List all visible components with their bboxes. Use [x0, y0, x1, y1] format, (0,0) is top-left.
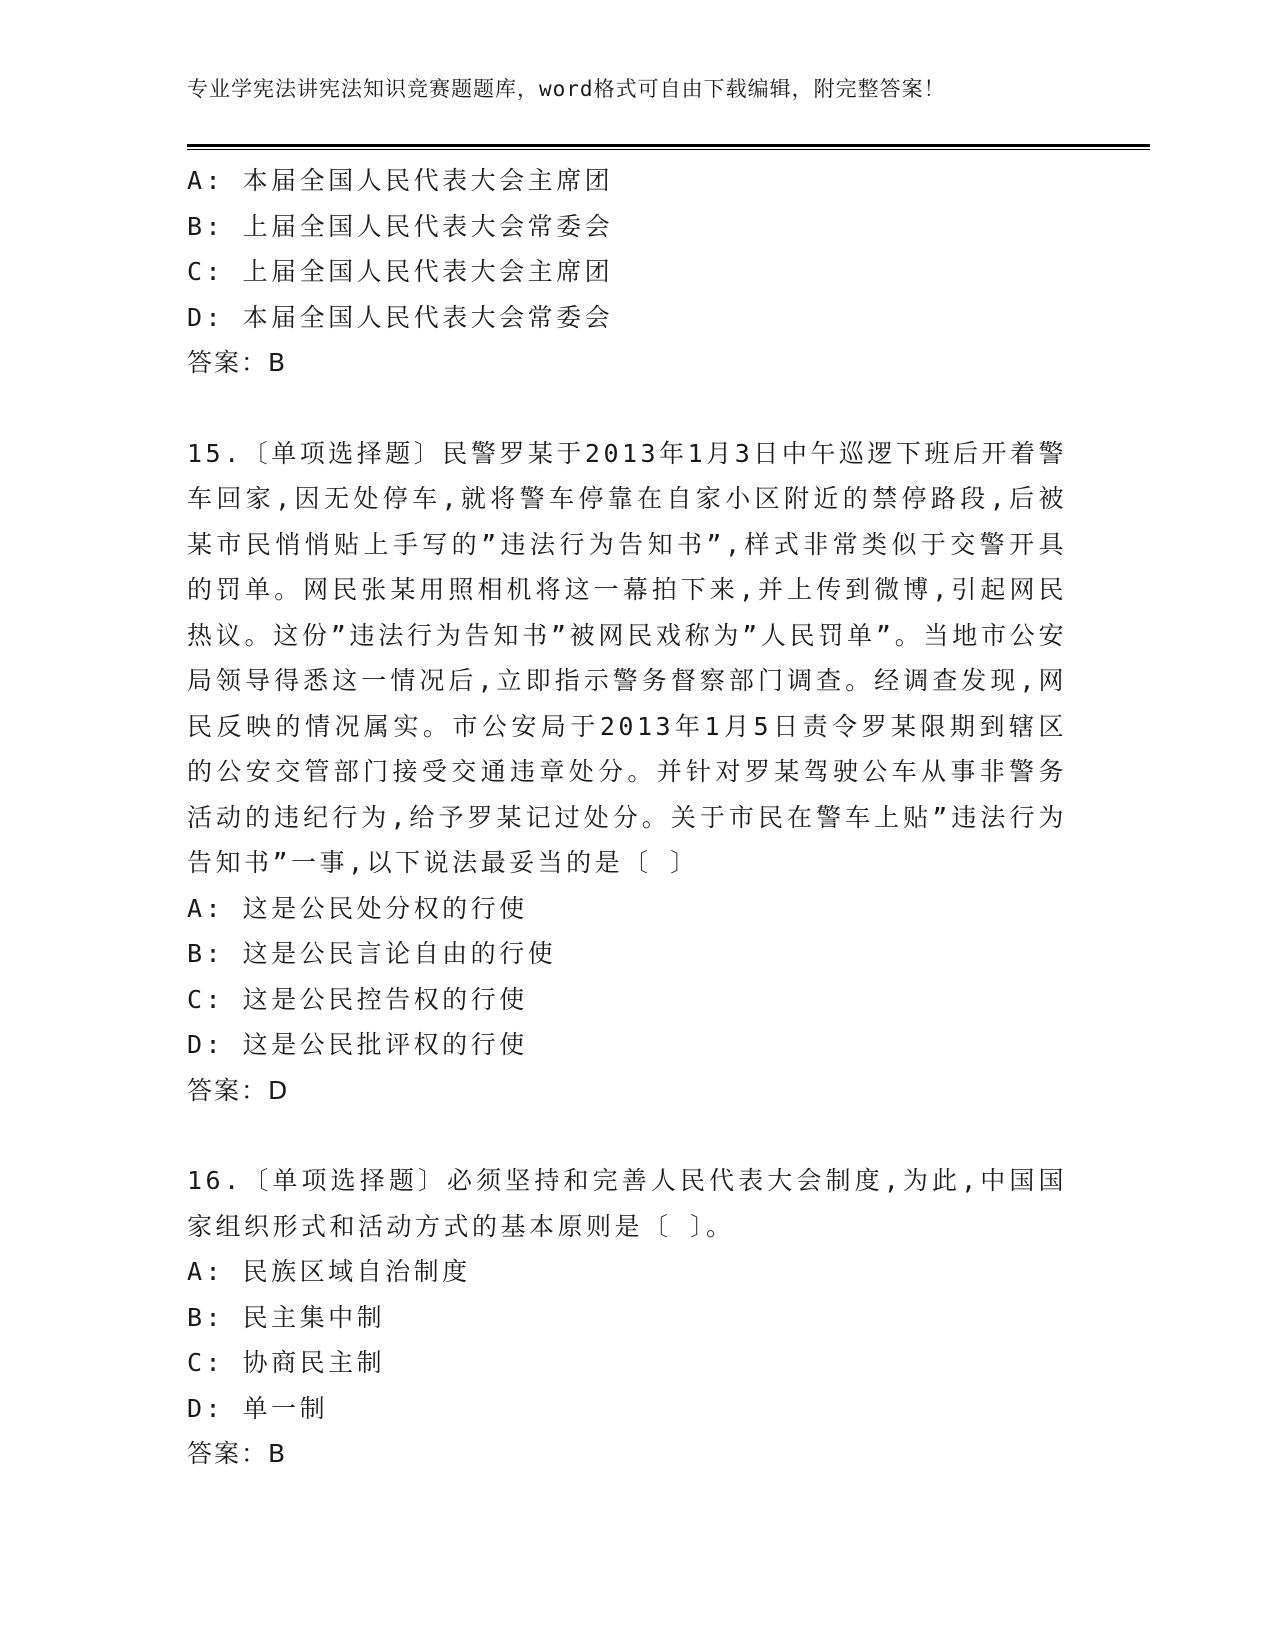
- header-rule-thin: [187, 149, 1150, 150]
- spacer: [187, 1113, 1067, 1158]
- page-header: 专业学宪法讲宪法知识竞赛题题库，word格式可自由下载编辑，附完整答案！: [187, 77, 946, 101]
- q15-stem: 15.〔单项选择题〕民警罗某于2013年1月3日中午巡逻下班后开着警车回家,因无处停车,就将警车停靠在自家小区附近的禁停路段,后被某市民悄悄贴上手写的”违法行为告知书”,样式非常类似于交警开具的罚单。网民张某用照相机将这一幕拍下来,并上传到微博,引起网民热议。这份”违法行为告知书”被网民戏称为”人民罚单”。当地市公安局领导得悉这一情况后,立即指示警务督察部门调查。经调查发现,网民反映的情况属实。市公安局于2013年1月5日责令罗某限期到辖区的公安交管部门接受交通违章处分。并针对罗某驾驶公车从事非警务活动的违纪行为,给予罗某记过处分。关于市民在警车上贴”违法行为告知书”一事,以下说法最妥当的是〔 〕: [187, 438, 1067, 877]
- q16-option-d: D: 单一制: [187, 1393, 329, 1423]
- q15-option-b: B: 这是公民言论自由的行使: [187, 939, 557, 968]
- spacer: [187, 386, 1067, 431]
- q14-answer: 答案：B: [187, 348, 288, 377]
- q14-option-b: B: 上届全国人民代表大会常委会: [187, 211, 614, 241]
- q16-option-b: B: 民主集中制: [187, 1302, 386, 1332]
- q14-option-d: D: 本届全国人民代表大会常委会: [187, 302, 614, 332]
- q15-answer: 答案：D: [187, 1075, 290, 1105]
- question-14: [187, 158, 1067, 386]
- header-rule-thick: [187, 144, 1150, 147]
- q16-answer: 答案：B: [187, 1439, 288, 1468]
- question-16: [187, 1158, 1067, 1477]
- q15-option-a: A: 这是公民处分权的行使: [187, 893, 528, 923]
- question-content: [187, 158, 1067, 1477]
- q14-option-a: A: 本届全国人民代表大会主席团: [187, 166, 614, 195]
- q16-option-c: C: 协商民主制: [187, 1348, 386, 1377]
- q16-option-a: A: 民族区域自治制度: [187, 1257, 471, 1286]
- q16-stem: 16.〔单项选择题〕必须坚持和完善人民代表大会制度,为此,中国国家组织形式和活动方式的基本原则是〔 〕。: [187, 1166, 1067, 1241]
- question-15: [187, 431, 1067, 1114]
- q14-option-c: C: 上届全国人民代表大会主席团: [187, 257, 614, 286]
- q15-option-d: D: 这是公民批评权的行使: [187, 1030, 528, 1059]
- q15-option-c: C: 这是公民控告权的行使: [187, 984, 528, 1014]
